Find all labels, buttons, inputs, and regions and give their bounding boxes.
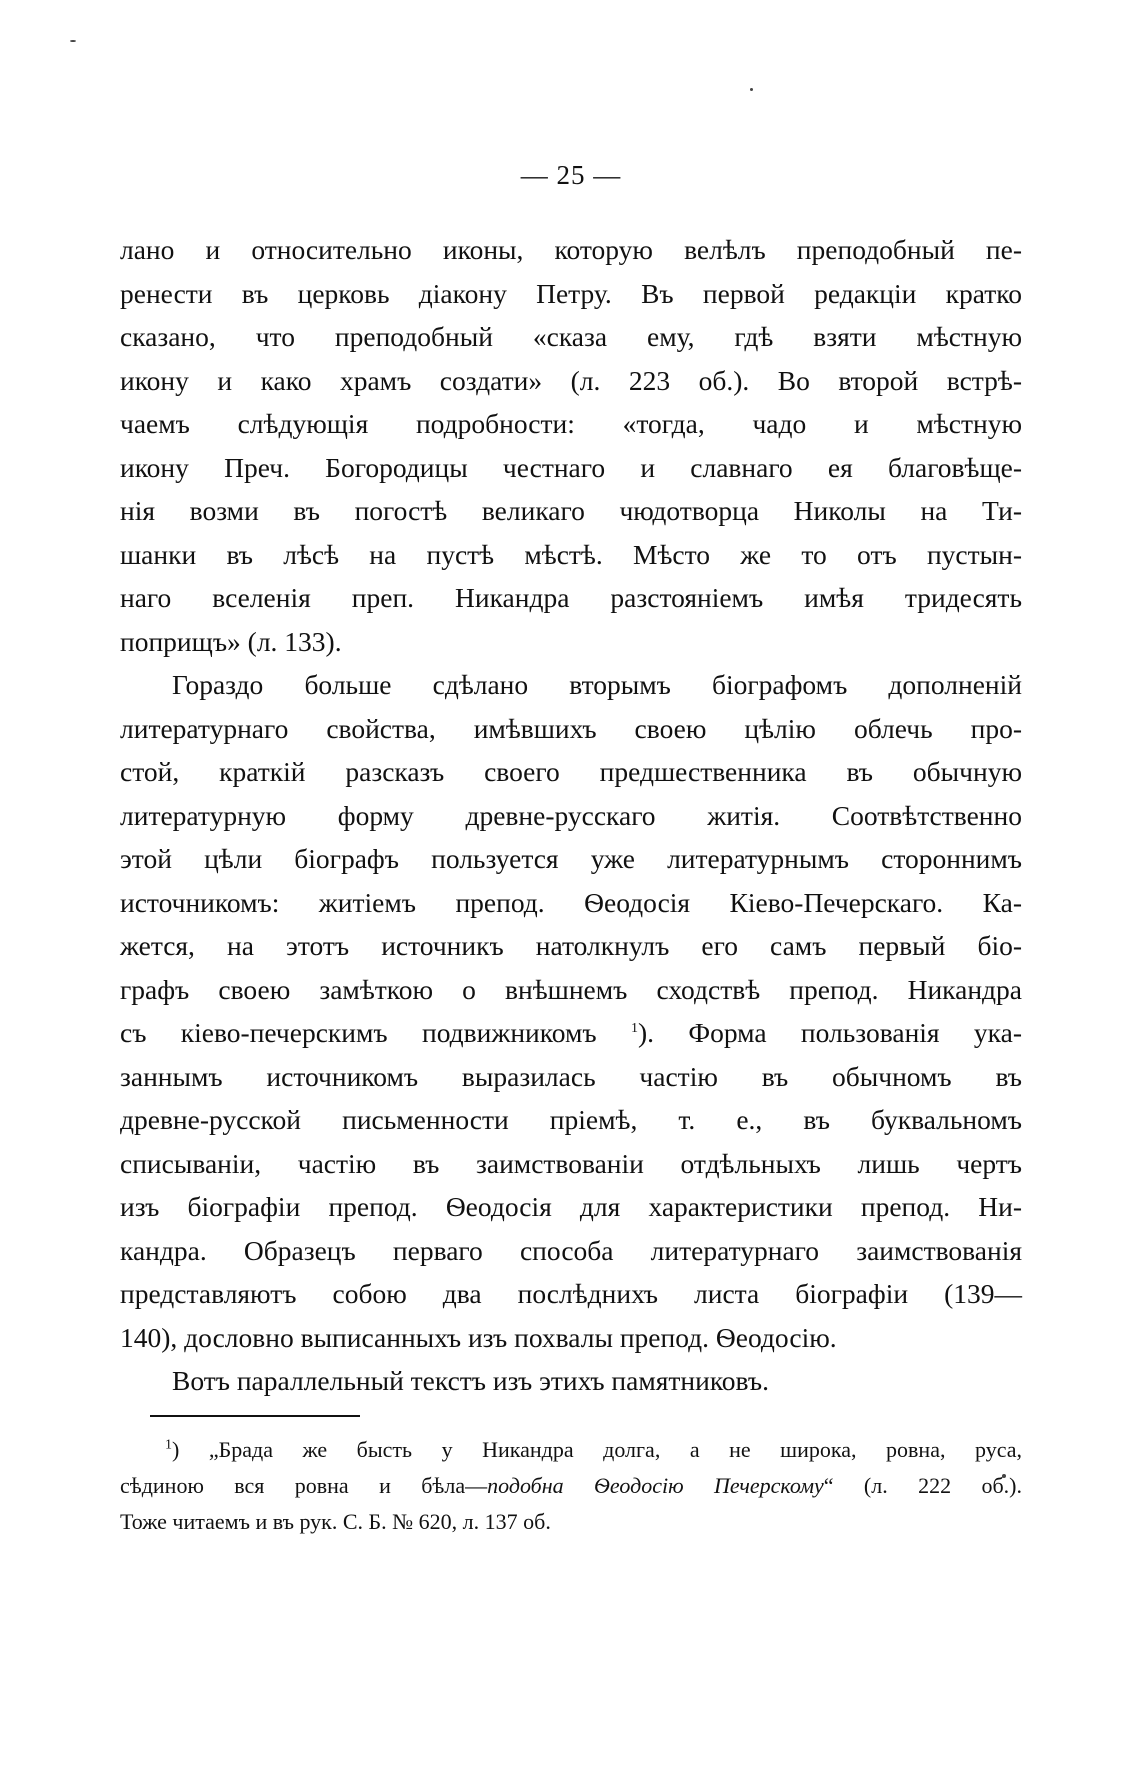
footnote-reference[interactable]: 1 bbox=[630, 1020, 638, 1036]
text-line: сказано, что преподобный «сказа ему, гдѣ взяти мѣстную bbox=[120, 321, 1022, 352]
text-line: графъ своею замѣткою о внѣшнемъ сходствѣ препод. Никандра bbox=[120, 973, 1022, 1005]
footnote-line: Тоже читаемъ и въ рук. С. Б. № 620, л. 137 об. bbox=[120, 1509, 551, 1534]
text-line: изъ біографіи препод. Ѳеодосія для характеристики препод. Ни- bbox=[120, 1191, 1022, 1222]
text-line: Гораздо больше сдѣлано вторымъ біографомъ дополненій bbox=[172, 669, 1022, 700]
text-line: чаемъ слѣдующія подробности: «тогда, чадо и мѣстную bbox=[120, 408, 1022, 439]
text-line: кандра. Образецъ перваго способа литературнаго заимствованія bbox=[120, 1234, 1022, 1266]
text-line: 140), дословно выписанныхъ изъ похвалы препод. Ѳеодосію. bbox=[120, 1321, 837, 1353]
footnote-text: сѣдиною вся ровна и бѣла— bbox=[120, 1473, 488, 1498]
text-line: древне-русской письменности пріемѣ, т. е., въ буквальномъ bbox=[120, 1104, 1022, 1135]
text-line: поприщъ» (л. 133). bbox=[120, 625, 342, 657]
text-line: Вотъ параллельный текстъ изъ этихъ памятниковъ. bbox=[172, 1365, 769, 1396]
text-segment: съ кіево-печерскимъ подвижникомъ bbox=[120, 1017, 631, 1048]
footnote-italic-text: подобна Ѳеодосію Печерскому bbox=[487, 1473, 824, 1498]
footnote-text: “ (л. 222 об.). bbox=[823, 1473, 1022, 1498]
text-line: литературную форму древне-русскаго житія. Соотвѣтственно bbox=[120, 799, 1022, 831]
text-line: лано и относительно иконы, которую велѣлъ преподобный пе- bbox=[120, 234, 1022, 265]
text-line: представляютъ собою два послѣднихъ листа біографіи (139— bbox=[120, 1278, 1022, 1309]
text-line: икону и како храмъ создати» (л. 223 об.). Во второй встрѣ- bbox=[120, 364, 1022, 396]
text-line: списываніи, частію въ заимствованіи отдѣльныхъ лишь чертъ bbox=[120, 1147, 1022, 1179]
text-line: ренести въ церковь діакону Петру. Въ первой редакціи кратко bbox=[120, 277, 1022, 309]
footnote-line bbox=[120, 1468, 1022, 1504]
footnote-line bbox=[120, 1432, 1022, 1468]
text-line: источникомъ: житіемъ препод. Ѳеодосія Кіево-Печерскаго. Ка- bbox=[120, 886, 1022, 918]
scan-speck bbox=[70, 40, 76, 42]
footnotes bbox=[120, 1432, 1022, 1540]
footnote-marker: 1 bbox=[165, 1437, 172, 1453]
text-line: этой цѣли біографъ пользуется уже литературнымъ стороннимъ bbox=[120, 843, 1022, 874]
text-line: литературнаго свойства, имѣвшихъ своею цѣлію облечь про- bbox=[120, 712, 1022, 744]
body-text bbox=[120, 228, 1022, 1403]
footnote-divider bbox=[150, 1415, 360, 1417]
footnote-1 bbox=[120, 1432, 1022, 1540]
paragraph-3 bbox=[120, 1359, 1022, 1403]
text-line: заннымъ источникомъ выразилась частію въ обычномъ въ bbox=[120, 1060, 1022, 1092]
text-line: икону Преч. Богородицы честнаго и славнаго ея благовѣще- bbox=[120, 451, 1022, 483]
text-line: нія возми въ погостѣ великаго чюдотворца Николы на Ти- bbox=[120, 495, 1022, 526]
paragraph-1 bbox=[120, 228, 1022, 663]
footnote-text: ) „Брада же бысть у Никандра долга, а не широка, ровна, руса, bbox=[172, 1437, 1022, 1462]
text-line: наго вселенія преп. Никандра разстояніемъ имѣя тридесять bbox=[120, 582, 1022, 613]
text-line: стой, краткій разсказъ своего предшественника въ обычную bbox=[120, 756, 1022, 787]
text-line: жется, на этотъ источникъ натолкнулъ его самъ первый біо- bbox=[120, 930, 1022, 961]
book-page bbox=[120, 0, 1022, 1779]
page-number: — 25 — bbox=[520, 160, 622, 190]
text-line: шанки въ лѣсѣ на пустѣ мѣстѣ. Мѣсто же то отъ пустын- bbox=[120, 538, 1022, 570]
text-segment: ). Форма пользованія ука- bbox=[637, 1017, 1022, 1048]
paragraph-2 bbox=[120, 663, 1022, 1359]
text-line-with-footnote-ref bbox=[120, 1011, 1022, 1055]
